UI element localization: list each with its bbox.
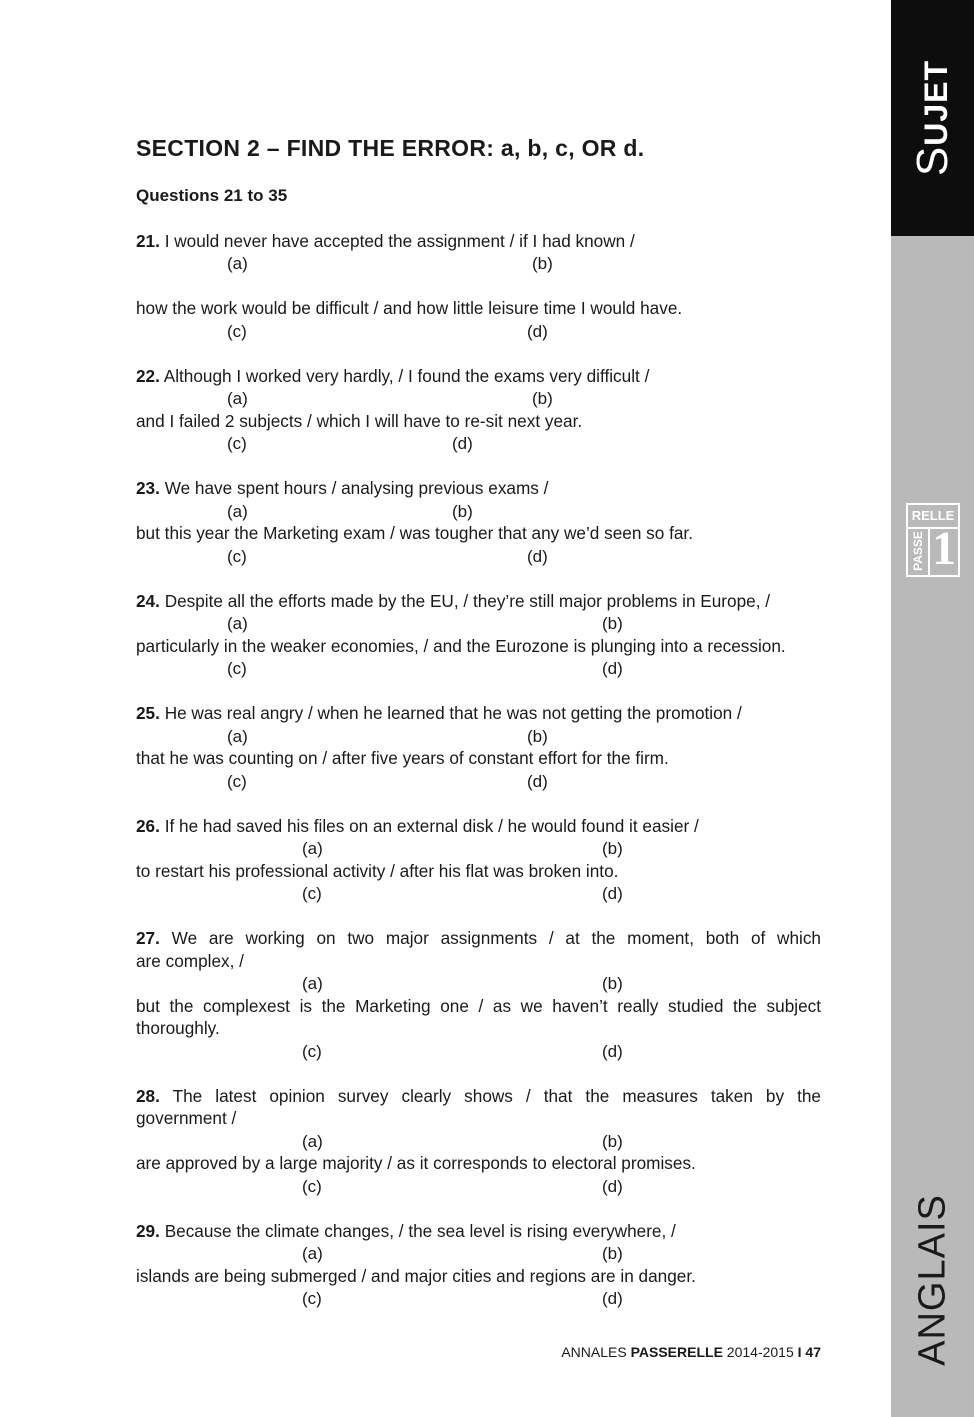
question-29-line-2: islands are being submerged / and major cities and regions are in danger. (136, 1266, 696, 1286)
q24-label-d: (d) (602, 659, 623, 678)
subject-label: ANGLAIS (911, 1194, 953, 1366)
q29-label-a: (a) (302, 1244, 323, 1263)
q25-label-c: (c) (227, 772, 247, 791)
q23-label-a: (a) (227, 502, 248, 521)
q26-label-b: (b) (602, 839, 623, 858)
q26-label-c: (c) (302, 884, 322, 903)
q28-label-c: (c) (302, 1177, 322, 1196)
q22-label-b: (b) (532, 389, 553, 408)
q26-label-d: (d) (602, 884, 623, 903)
q23-label-c: (c) (227, 547, 247, 566)
footer-brand: PASSERELLE (630, 1344, 723, 1360)
question-24-line-2: particularly in the weaker economies, / and the Eurozone is plunging into a recession. (136, 636, 786, 656)
passerelle-logo (906, 503, 960, 577)
question-27-line-2: are complex, / (136, 951, 244, 971)
q24-label-a: (a) (227, 614, 248, 633)
question-26-line-1: 26. If he had saved his files on an external disk / he would found it easier / (136, 816, 699, 836)
footer-prefix: ANNALES (561, 1344, 631, 1360)
q21-label-c: (c) (227, 322, 247, 341)
question-25-line-2: that he was counting on / after five years of constant effort for the firm. (136, 748, 669, 768)
question-21-line-2: how the work would be difficult / and how little leisure time I would have. (136, 298, 683, 318)
subject-tab (891, 1180, 974, 1380)
q27-label-c: (c) (302, 1042, 322, 1061)
section-title: SECTION 2 – FIND THE ERROR: a, b, c, OR d. (136, 135, 645, 161)
footer-years: 2014-2015 (722, 1344, 798, 1360)
question-22-line-2: and I failed 2 subjects / which I will have to re-sit next year. (136, 411, 583, 431)
q21-label-b: (b) (532, 254, 553, 273)
question-27-line-1: 27. We are working on two major assignments / at the moment, both of which (136, 928, 821, 948)
sujet-tab (891, 0, 974, 236)
logo-side (908, 527, 930, 575)
q23-label-b: (b) (452, 502, 473, 521)
q22-label-d: (d) (452, 434, 473, 453)
q28-label-a: (a) (302, 1132, 323, 1151)
page-number: 47 (805, 1344, 821, 1360)
q27-label-b: (b) (602, 974, 623, 993)
question-25-line-1: 25. He was real angry / when he learned that he was not getting the promotion / (136, 703, 742, 723)
q22-label-c: (c) (227, 434, 247, 453)
question-27-line-3: but the complexest is the Marketing one / as we haven’t really studied the subject (136, 996, 821, 1016)
page-footer (561, 1344, 821, 1360)
q27-label-d: (d) (602, 1042, 623, 1061)
q21-label-d: (d) (527, 322, 548, 341)
question-21-line-1: 21. I would never have accepted the assignment / if I had known / (136, 231, 635, 251)
question-26-line-2: to restart his professional activity / after his flat was broken into. (136, 861, 619, 881)
q21-label-a: (a) (227, 254, 248, 273)
q25-label-a: (a) (227, 727, 248, 746)
footer-separator: I (797, 1344, 802, 1360)
logo-number: 1 (932, 522, 956, 575)
question-29-line-1: 29. Because the climate changes, / the sea level is rising everywhere, / (136, 1221, 676, 1241)
q26-label-a: (a) (302, 839, 323, 858)
q29-label-d: (d) (602, 1289, 623, 1308)
q29-label-c: (c) (302, 1289, 322, 1308)
q27-label-a: (a) (302, 974, 323, 993)
q22-label-a: (a) (227, 389, 248, 408)
question-23-line-1: 23. We have spent hours / analysing previous exams / (136, 478, 549, 498)
q29-label-b: (b) (602, 1244, 623, 1263)
logo-top-text: RELLE (908, 505, 958, 529)
q28-label-b: (b) (602, 1132, 623, 1151)
sujet-label: SUJET (907, 59, 957, 177)
question-28-line-1: 28. The latest opinion survey clearly shows / that the measures taken by the (136, 1086, 821, 1106)
q25-label-d: (d) (527, 772, 548, 791)
logo-side-text: PASSE (911, 531, 925, 571)
q28-label-d: (d) (602, 1177, 623, 1196)
question-23-line-2: but this year the Marketing exam / was tougher that any we’d seen so far. (136, 523, 693, 543)
question-22-line-1: 22. Although I worked very hardly, / I found the exams very difficult / (136, 366, 650, 386)
question-28-line-2: government / (136, 1108, 237, 1128)
q24-label-c: (c) (227, 659, 247, 678)
q23-label-d: (d) (527, 547, 548, 566)
q25-label-b: (b) (527, 727, 548, 746)
question-28-line-3: are approved by a large majority / as it corresponds to electoral promises. (136, 1153, 696, 1173)
question-24-line-1: 24. Despite all the efforts made by the EU, / they’re still major problems in Europe, / (136, 591, 771, 611)
q24-label-b: (b) (602, 614, 623, 633)
questions-range: Questions 21 to 35 (136, 186, 288, 205)
question-27-line-4: thoroughly. (136, 1018, 220, 1038)
